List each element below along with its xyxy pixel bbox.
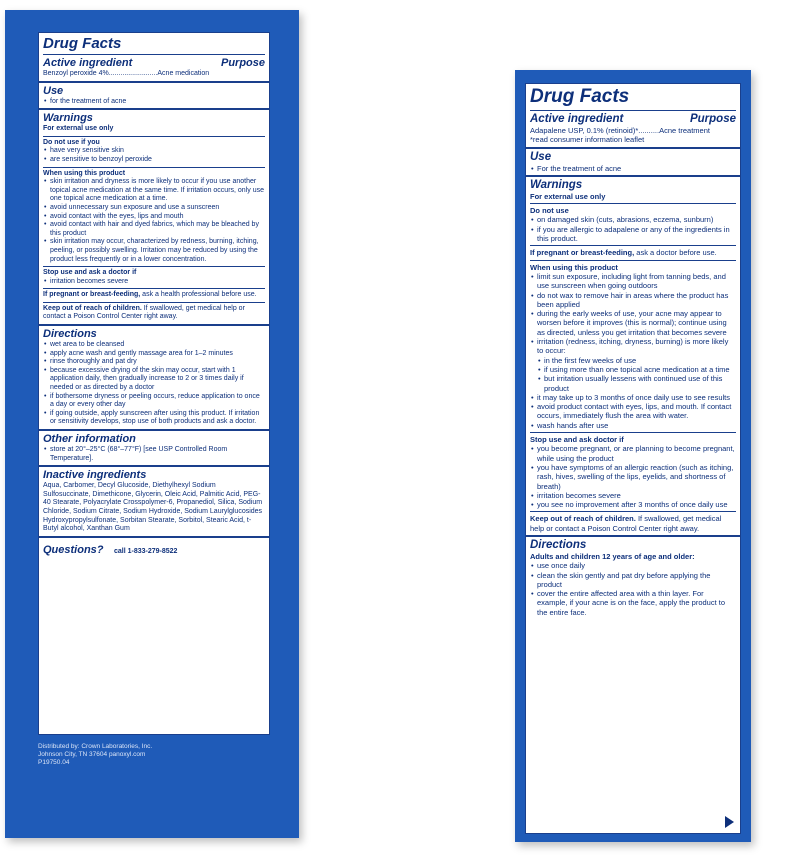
list-item: • clean the skin gently and pat dry before applying the product (530, 571, 736, 590)
list-item: • do not wax to remove hair in areas where the product has been applied (530, 291, 736, 310)
left-warnings-header: Warnings (43, 112, 93, 125)
list-item: • use once daily (530, 561, 736, 570)
list-item: • in the first few weeks of use (530, 356, 736, 365)
left-use-section (39, 83, 269, 111)
left-stop-header: Stop use and ask a doctor if (43, 269, 137, 277)
left-use-header: Use (43, 84, 64, 97)
list-item: • you see no improvement after 3 months of once daily use (530, 500, 736, 509)
list-item: • if going outside, apply sunscreen after using this product. If irritation or sensitivity develops, stop use of both products and ask a doctor. (43, 410, 265, 427)
list-item: • because excessive drying of the skin may occur, start with 1 application daily, then gradually increase to 2 or 3 times daily if needed or as directed by a doctor (43, 367, 265, 393)
list-item: • you become pregnant, or are planning to become pregnant, while using the product (530, 444, 736, 463)
left-questions-section (39, 538, 269, 560)
list-item: • avoid unnecessary sun exposure and use a sunscreen (43, 204, 265, 213)
right-drug-facts-label (525, 83, 741, 834)
right-use-header: Use (530, 150, 552, 163)
list-item: • cover the entire affected area with a thin layer. For example, if your acne is on the face, apply the product to the entire face. (530, 589, 736, 617)
left-when-header: When using this product (43, 169, 126, 177)
list-item: • limit sun exposure, including light from tanning beds, and use sunscreen when going outdoors (530, 272, 736, 291)
list-item: • during the early weeks of use, your acne may appear to worsen before it improves (this is normal); continue using as directed, unless you get irritation that becomes severe (530, 309, 736, 337)
left-title: Drug Facts (43, 35, 122, 52)
list-item: • on damaged skin (cuts, abrasions, eczema, sunburn) (530, 215, 736, 224)
list-item: • it may take up to 3 months of once daily use to see results (530, 393, 736, 402)
list-item: • wash hands after use (530, 421, 736, 430)
right-warnings-section (526, 177, 740, 537)
list-item: • skin irritation may occur, characterized by redness, burning, itching, peeling, or possibly swelling. Irritation may be reduced by using the product less frequently or in a lower concentration. (43, 238, 265, 264)
list-item: • irritation (redness, itching, dryness, burning) is more likely to occur: (530, 337, 736, 356)
list-item: • For the treatment of acne (530, 164, 736, 173)
right-product-panel (515, 70, 751, 842)
right-active-note: *read consumer information leaflet (530, 135, 645, 145)
left-directions-header: Directions (43, 328, 97, 341)
left-external-use: For external use only (43, 125, 114, 133)
list-item: • irritation becomes severe (43, 278, 265, 287)
left-keep-out-text: Keep out of reach of children. If swallowed, get medical help or contact a Poison Control Center right away. (43, 302, 265, 322)
list-item: • avoid contact with hair and dyed fabrics, which may be bleached by this product (43, 221, 265, 238)
left-inactive-section (39, 467, 269, 538)
right-directions-sub: Adults and children 12 years of age and older: (530, 551, 695, 561)
right-active-line: Adapalene USP, 0.1% (retinoid)*..........Acne treatment (530, 126, 710, 135)
left-active-section (39, 33, 269, 83)
list-item: • apply acne wash and gently massage area for 1–2 minutes (43, 350, 265, 359)
list-item: • are sensitive to benzoyl peroxide (43, 156, 265, 165)
right-keep-out-text: Keep out of reach of children. If swallowed, get medical help or contact a Poison Control Center right away. (530, 511, 736, 533)
right-purpose-header: Purpose (689, 113, 736, 125)
right-title: Drug Facts (530, 86, 630, 107)
left-product-panel (5, 10, 299, 838)
left-questions-phone: call 1-833-279-8522 (113, 547, 178, 555)
left-directions-section (39, 326, 269, 431)
right-pregnancy-text: If pregnant or breast-feeding, ask a doctor before use. (530, 245, 736, 257)
list-item: • irritation becomes severe (530, 491, 736, 500)
list-item: • wet area to be cleansed (43, 341, 265, 350)
right-directions-section (526, 537, 740, 834)
left-pregnancy-text: If pregnant or breast-feeding, ask a health professional before use. (43, 288, 265, 300)
left-other-info-section (39, 431, 269, 467)
right-active-header: Active ingredient (530, 113, 624, 125)
list-item: • rinse thoroughly and pat dry (43, 358, 265, 367)
right-directions-header: Directions (530, 538, 587, 551)
list-item: • but irritation usually lessens with continued use of this product (530, 374, 736, 393)
list-item: • if bothersome dryness or peeling occurs, reduce application to once a day or every other day (43, 393, 265, 410)
list-item: • if you are allergic to adapalene or any of the ingredients in this product. (530, 225, 736, 244)
list-item: • avoid contact with the eyes, lips and mouth (43, 213, 265, 222)
list-item: • for the treatment of acne (43, 98, 265, 107)
right-external-use: For external use only (530, 191, 606, 201)
list-item: • you have symptoms of an allergic reaction (such as itching, rash, hives, swelling of the lips, eyelids, and shortness of breath) (530, 463, 736, 491)
right-warnings-header: Warnings (530, 178, 583, 191)
footer-line: P19750.04 (38, 759, 70, 766)
left-active-line: Benzoyl peroxide 4%.........................Acne medication (43, 70, 210, 77)
list-item: • if using more than one topical acne medication at a time (530, 365, 736, 374)
left-donot-header: Do not use if you (43, 138, 100, 146)
right-active-section (526, 84, 740, 149)
left-purpose-header: Purpose (220, 57, 265, 69)
left-inactive-header: Inactive ingredients (43, 469, 147, 482)
continue-arrow-icon (725, 816, 734, 828)
list-item: • avoid product contact with eyes, lips, and mouth. If contact occurs, immediately flush the area with water. (530, 402, 736, 421)
right-when-header: When using this product (530, 262, 618, 272)
right-donot-header: Do not use (530, 206, 569, 216)
left-other-header: Other information (43, 433, 136, 445)
left-distributor-footer (38, 743, 268, 767)
left-active-header: Active ingredient (43, 57, 133, 69)
footer-line: Distributed by: Crown Laboratories, Inc. (38, 743, 153, 750)
right-stop-header: Stop use and ask doctor if (530, 435, 624, 445)
list-item: • store at 20°–25°C (68°–77°F) [see USP Controlled Room Temperature]. (43, 446, 265, 463)
left-warnings-section (39, 110, 269, 326)
list-item: • skin irritation and dryness is more likely to occur if you use another topical acne medication at the same time. If irritation occurs, only use one topical acne medication at a time. (43, 178, 265, 204)
left-inactive-text: Aqua, Carbomer, Decyl Glucoside, Diethylhexyl Sodium Sulfosuccinate, Dimethicone, Glycerin, Oleic Acid, Palmitic Acid, PEG-40 Stearate, Polyacrylate Crosspolymer-6, Propanediol, Silica, Sodium Chloride, Sodium Citrate, Sodium Hydroxide, Sodium Laurylglucosides Hydroxypropylsulfonate, Sorbitan Stearate, Sorbitol, Stearic Acid, t-Butyl alcohol, Xanthan Gum (43, 482, 263, 533)
left-questions-header: Questions? (43, 543, 104, 556)
footer-line: Johnson City, TN 37604 panoxyl.com (38, 751, 146, 758)
right-use-section (526, 149, 740, 177)
left-drug-facts-label (38, 32, 270, 735)
list-item: • have very sensitive skin (43, 147, 265, 156)
